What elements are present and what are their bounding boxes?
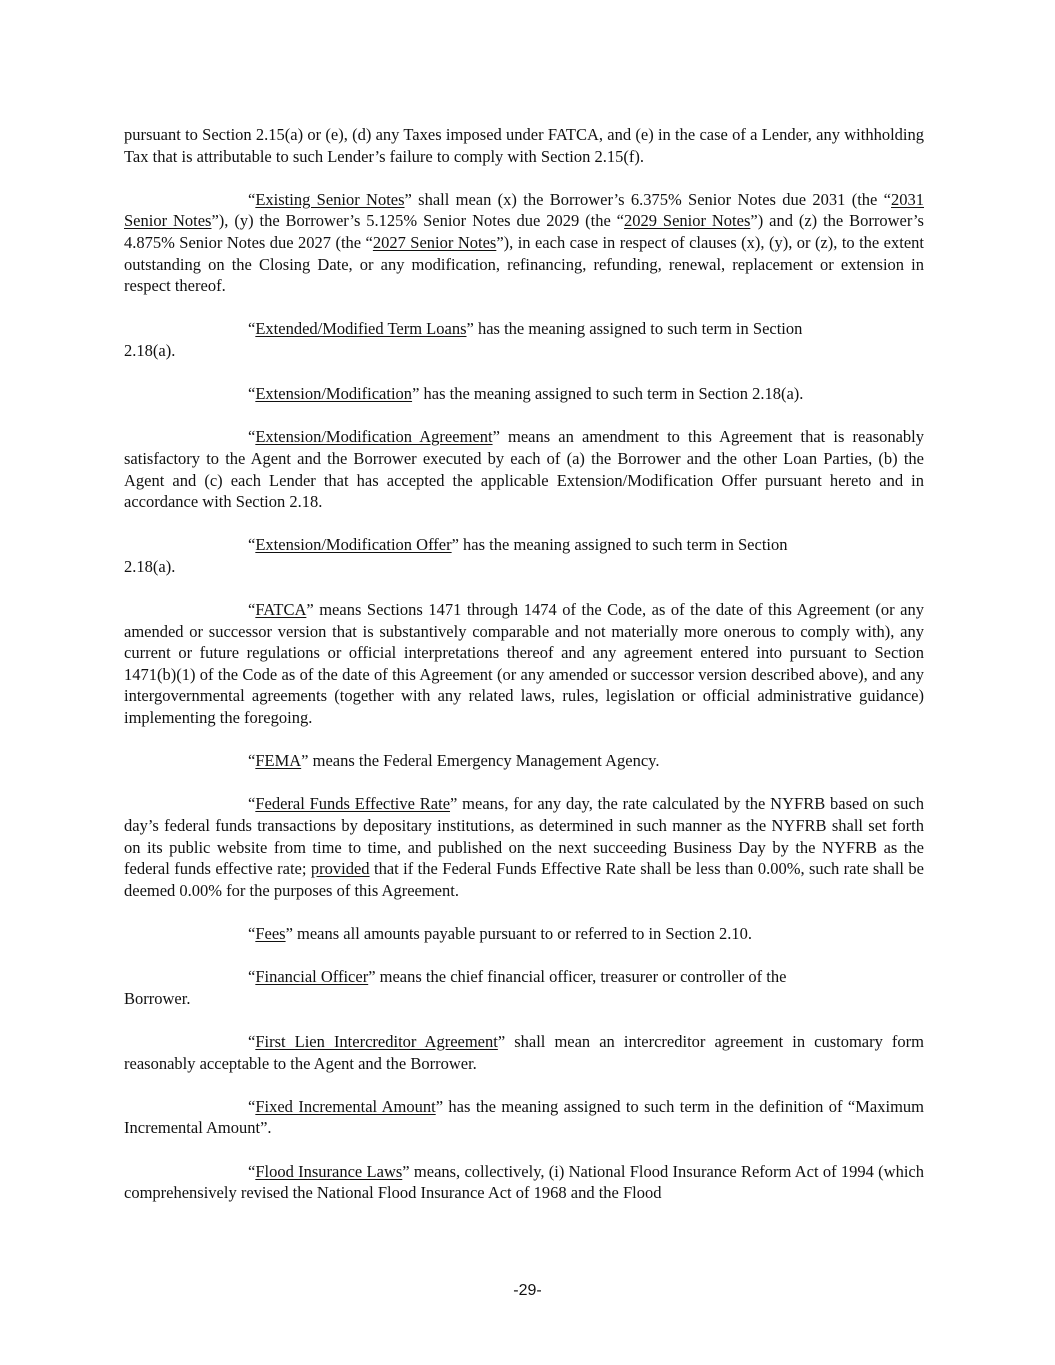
definition-extended-modified-term-loans-tail: 2.18(a). [124,340,176,360]
definition-fatca: “FATCA” means Sections 1471 through 1474 of the Code, as of the date of this Agreement (or any amended or successor version that is substantively comparable and not materially more onerous to comply with), any current or future regulations or official interpretations thereof and any agreement entered into pursuant to Section 1471(b)(1) of the Code as of the date of this Agreement (or any amended or successor version described above), and any intergovernmental agreements (together with any related laws, rules, legislation or official administrative guidance) implementing the foregoing. [124,600,924,728]
defined-term: FEMA [255,751,302,771]
defined-term: Flood Insurance Laws [255,1161,403,1181]
defined-term: Existing Senior Notes [255,189,405,209]
definition-fees: “Fees” means all amounts payable pursuant to or referred to in Section 2.10. [248,923,753,943]
defined-term: Extension/Modification Agreement [255,427,493,447]
defined-term: FATCA [255,600,307,620]
page-body [124,124,924,1225]
definition-extension-modification: “Extension/Modification” has the meaning assigned to such term in Section 2.18(a). [248,384,804,404]
defined-term: Extension/Modification Offer [255,535,452,555]
definition-extension-modification-offer-tail: 2.18(a). [124,556,176,576]
definition-extension-modification-offer: “Extension/Modification Offer” has the meaning assigned to such term in Section [248,535,788,555]
definition-existing-senior-notes: “Existing Senior Notes” shall mean (x) the Borrower’s 6.375% Senior Notes due 2031 (the “2031 Senior Notes”), (y) the Borrower’s 5.125% Senior Notes due 2029 (the “2029 Senior Notes”) and (z) the Borrower’s 4.875% Senior Notes due 2027 (the “2027 Senior Notes”), in each case in respect of clauses (x), (y), or (z), to the extent outstanding on the Closing Date, or any modification, refinancing, refunding, renewal, replacement or extension in respect thereof. [124,189,924,296]
continuation-paragraph [124,124,924,167]
definition-first-lien-intercreditor-agreement: “First Lien Intercreditor Agreement” shall mean an intercreditor agreement in customary form reasonably acceptable to the Agent and the Borrower. [124,1031,924,1073]
defined-term: 2027 Senior Notes [372,232,497,252]
page-number: -29- [513,1282,542,1299]
definition-financial-officer-tail: Borrower. [124,988,191,1008]
definition-flood-insurance-laws: “Flood Insurance Laws” means, collectively, (i) National Flood Insurance Reform Act of 1994 (which comprehensively revised the National Flood Insurance Act of 1968 and the Flood [124,1161,924,1203]
defined-term: Federal Funds Effective Rate [255,794,451,814]
defined-term: Fixed Incremental Amount [255,1096,436,1116]
defined-term: Extended/Modified Term Loans [255,319,467,339]
defined-term: Fees [255,923,286,943]
defined-term: 2029 Senior Notes [624,211,751,231]
provided-proviso: provided [310,859,370,879]
continuation-text: pursuant to Section 2.15(a) or (e), (d) any Taxes imposed under FATCA, and (e) in the case of a Lender, any withholding Tax that is attributable to such Lender’s failure to comply with Section 2.15(f). [124,125,924,166]
defined-term: 2031 Senior Notes [124,189,924,231]
definition-fixed-incremental-amount: “Fixed Incremental Amount” has the meaning assigned to such term in the definition of “Maximum Incremental Amount”. [124,1096,924,1138]
definition-extension-modification-agreement: “Extension/Modification Agreement” means an amendment to this Agreement that is reasonably satisfactory to the Agent and the Borrower executed by each of (a) the Borrower and the other Loan Parties, (b) the Agent and (c) each Lender that has accepted the applicable Extension/Modification Offer pursuant hereto and in accordance with Section 2.18. [124,427,924,512]
definition-extended-modified-term-loans: “Extended/Modified Term Loans” has the meaning assigned to such term in Section [248,319,803,339]
definition-financial-officer: “Financial Officer” means the chief financial officer, treasurer or controller of the [248,967,787,987]
defined-term: Extension/Modification [255,384,413,404]
defined-term: First Lien Intercreditor Agreement [255,1031,498,1051]
definition-federal-funds-effective-rate: “Federal Funds Effective Rate” means, for any day, the rate calculated by the NYFRB based on such day’s federal funds transactions by depositary institutions, as determined in such manner as the NYFRB shall set forth on its public website from time to time, and published on the next succeeding Business Day by the NYFRB as the federal funds effective rate; provided that if the Federal Funds Effective Rate shall be less than 0.00%, such rate shall be deemed 0.00% for the purposes of this Agreement. [124,794,924,900]
defined-term: Financial Officer [255,967,369,987]
definition-fema: “FEMA” means the Federal Emergency Management Agency. [248,751,660,771]
